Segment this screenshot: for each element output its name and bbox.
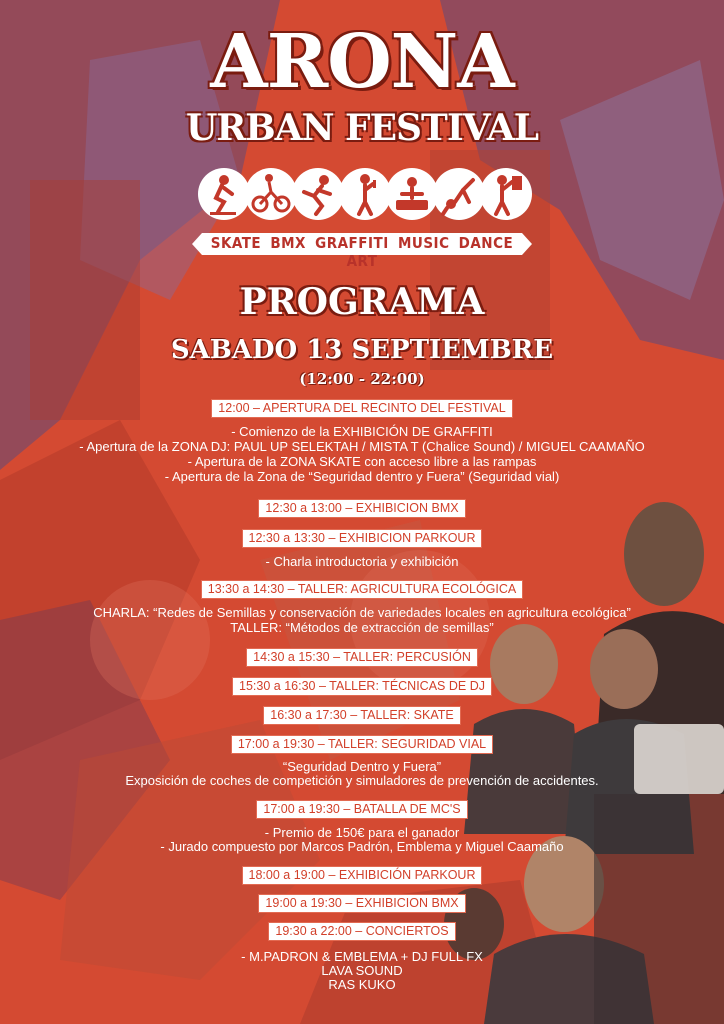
time-slot: 17:00 a 19:30 – TALLER: SEGURIDAD VIAL [231,735,493,754]
detail-line: - Apertura de la Zona de “Seguridad dentro y Fuera” (Seguridad vial) [164,469,560,484]
detail-line: - Premio de 150€ para el ganador [264,825,460,840]
schedule-item [0,399,724,418]
festival-title: ARONA [210,19,514,105]
schedule-item [0,706,724,725]
detail-line: TALLER: “Métodos de extracción de semillas” [230,620,494,635]
schedule-item [0,648,724,667]
time-slot: 18:00 a 19:00 – EXHIBICIÓN PARKOUR [242,866,483,885]
discipline-icons [198,168,528,224]
time-slot: 19:00 a 19:30 – EXHIBICION BMX [258,894,465,913]
time-slot: 16:30 a 17:30 – TALLER: SKATE [263,706,460,725]
schedule-item [0,922,724,941]
bmx-icon [245,168,297,220]
event-hours: (12:00 - 22:00) [299,370,425,388]
schedule-item [0,580,724,599]
detail-line: RAS KUKO [328,977,396,992]
music-icon [339,168,391,220]
schedule-item [0,735,724,754]
detail-line: - Charla introductoria y exhibición [265,554,459,569]
time-slot: 12:30 a 13:00 – EXHIBICION BMX [258,499,465,518]
detail-line: - Apertura de la ZONA DJ: PAUL UP SELEKTAH / MISTA T (Chalice Sound) / MIGUEL CAAMAÑO [79,439,645,454]
detail-line: Exposición de coches de competición y simuladores de prevención de accidentes. [125,773,599,788]
schedule-item [0,499,724,518]
time-slot: 12:00 – APERTURA DEL RECINTO DEL FESTIVAL [211,399,512,418]
schedule-item [0,866,724,885]
time-slot: 19:30 a 22:00 – CONCIERTOS [268,922,455,941]
dance-icon [433,168,485,220]
detail-line: - Comienzo de la EXHIBICIÓN DE GRAFFITI [231,424,493,439]
time-slot: 13:30 a 14:30 – TALLER: AGRICULTURA ECOLÓGICA [201,580,523,599]
detail-line: “Seguridad Dentro y Fuera” [282,759,442,774]
detail-line: CHARLA: “Redes de Semillas y conservación de variedades locales en agricultura ecológica” [93,605,631,620]
schedule-item [0,894,724,913]
disciplines-text: SKATE BMX GRAFFITI MUSIC DANCE ART [210,234,514,270]
time-slot: 12:30 a 13:30 – EXHIBICION PARKOUR [242,529,483,548]
programa-heading: PROGRAMA [239,281,485,323]
time-slot: 17:00 a 19:30 – BATALLA DE MC'S [256,800,467,819]
disciplines-banner [192,233,532,270]
artists-photo-collage [434,494,724,1024]
festival-subtitle: URBAN FESTIVAL [185,107,539,149]
parkour-icon [292,168,344,220]
time-slot: 14:30 a 15:30 – TALLER: PERCUSIÓN [246,648,478,667]
schedule-item [0,800,724,819]
event-date: SABADO 13 SEPTIEMBRE [170,335,554,365]
detail-line: LAVA SOUND [321,963,403,978]
dj-icon [386,168,438,220]
art-icon [480,168,532,220]
detail-line: - Apertura de la ZONA SKATE con acceso libre a las rampas [187,454,537,469]
schedule-item [0,529,724,548]
time-slot: 15:30 a 16:30 – TALLER: TÉCNICAS DE DJ [232,677,492,696]
detail-line: - M.PADRON & EMBLEMA + DJ FULL FX [241,949,483,964]
skate-icon [198,168,250,220]
detail-line: - Jurado compuesto por Marcos Padrón, Emblema y Miguel Caamaño [160,839,564,854]
schedule-item [0,677,724,696]
